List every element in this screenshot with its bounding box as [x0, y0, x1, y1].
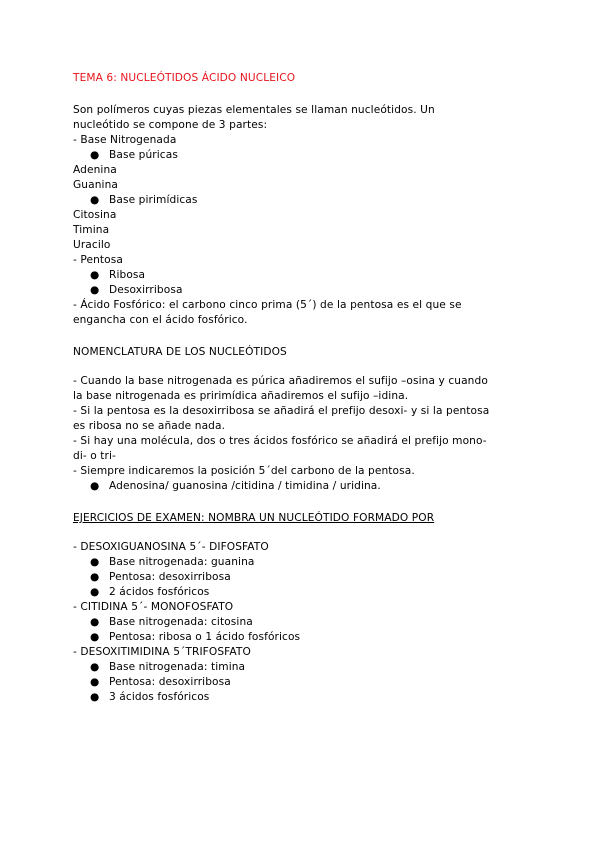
examples-list: Adenosina/ guanosina /citidina / timidina / uridina.: [109, 480, 381, 492]
list-item-uracilo: Uracilo: [73, 239, 111, 251]
exercise-1-title: - DESOXIGUANOSINA 5´- DIFOSFATO: [73, 541, 269, 553]
part-acido-fosforico-line-1: - Ácido Fosfórico: el carbono cinco prima (5´) de la pentosa es el que se: [73, 299, 462, 311]
exercise-1-pentosa: Pentosa: desoxirribosa: [109, 571, 231, 583]
rule-3-line-1: - Si hay una molécula, dos o tres ácidos fosfórico se añadirá el prefijo mono-: [73, 435, 487, 447]
bullet-icon: ●: [90, 691, 100, 703]
bullet-icon: ●: [90, 631, 100, 643]
exercise-3-base: Base nitrogenada: timina: [109, 661, 246, 673]
rule-1-line-2: la base nitrogenada es pririmídica añadiremos el sufijo –idina.: [73, 390, 409, 402]
list-item-adenina: Adenina: [73, 164, 117, 176]
page-title: TEMA 6: NUCLEÓTIDOS ÁCIDO NUCLEICO: [73, 72, 296, 84]
bullet-icon: ●: [90, 556, 100, 568]
list-item-base-pirimidicas: Base pirimídicas: [109, 194, 198, 206]
list-item-citosina: Citosina: [73, 209, 117, 221]
bullet-icon: ●: [90, 661, 100, 673]
intro-line-1: Son polímeros cuyas piezas elementales se llaman nucleótidos. Un: [73, 104, 435, 116]
exercise-1-base: Base nitrogenada: guanina: [109, 556, 255, 568]
bullet-icon: ●: [90, 284, 100, 296]
exercise-3-acid: 3 ácidos fosfóricos: [109, 691, 210, 703]
bullet-icon: ●: [90, 571, 100, 583]
list-item-desoxirribosa: Desoxirribosa: [109, 284, 183, 296]
bullet-icon: ●: [90, 149, 100, 161]
rule-1-line-1: - Cuando la base nitrogenada es púrica añadiremos el sufijo –osina y cuando: [73, 375, 488, 387]
exercise-2-title: - CITIDINA 5´- MONOFOSFATO: [73, 601, 234, 613]
list-item-ribosa: Ribosa: [109, 269, 146, 281]
exercises-heading: EJERCICIOS DE EXAMEN: NOMBRA UN NUCLEÓTIDO FORMADO POR: [73, 512, 435, 524]
part-pentosa: - Pentosa: [73, 254, 123, 266]
exercise-3-title: - DESOXITIMIDINA 5´TRIFOSFATO: [73, 646, 251, 658]
exercise-3-pentosa: Pentosa: desoxirribosa: [109, 676, 231, 688]
rule-4: - Siempre indicaremos la posición 5´del carbono de la pentosa.: [73, 465, 415, 477]
intro-line-2: nucleótido se compone de 3 partes:: [73, 119, 268, 131]
bullet-icon: ●: [90, 586, 100, 598]
exercise-1-acid: 2 ácidos fosfóricos: [109, 586, 210, 598]
exercise-2-base: Base nitrogenada: citosina: [109, 616, 253, 628]
rule-3-line-2: di- o tri-: [73, 450, 116, 462]
list-item-base-puricas: Base púricas: [109, 149, 178, 161]
list-item-timina: Timina: [73, 224, 110, 236]
bullet-icon: ●: [90, 480, 100, 492]
bullet-icon: ●: [90, 194, 100, 206]
bullet-icon: ●: [90, 616, 100, 628]
bullet-icon: ●: [90, 676, 100, 688]
rule-2-line-2: es ribosa no se añade nada.: [73, 420, 226, 432]
nomenclature-heading: NOMENCLATURA DE LOS NUCLEÓTIDOS: [73, 346, 287, 358]
part-base-nitrogenada: - Base Nitrogenada: [73, 134, 177, 146]
rule-2-line-1: - Si la pentosa es la desoxirribosa se añadirá el prefijo desoxi- y si la pentosa: [73, 405, 490, 417]
part-acido-fosforico-line-2: engancha con el ácido fosfórico.: [73, 314, 248, 326]
exercise-2-pentosa: Pentosa: ribosa o 1 ácido fosfóricos: [109, 631, 301, 643]
bullet-icon: ●: [90, 269, 100, 281]
list-item-guanina: Guanina: [73, 179, 118, 191]
